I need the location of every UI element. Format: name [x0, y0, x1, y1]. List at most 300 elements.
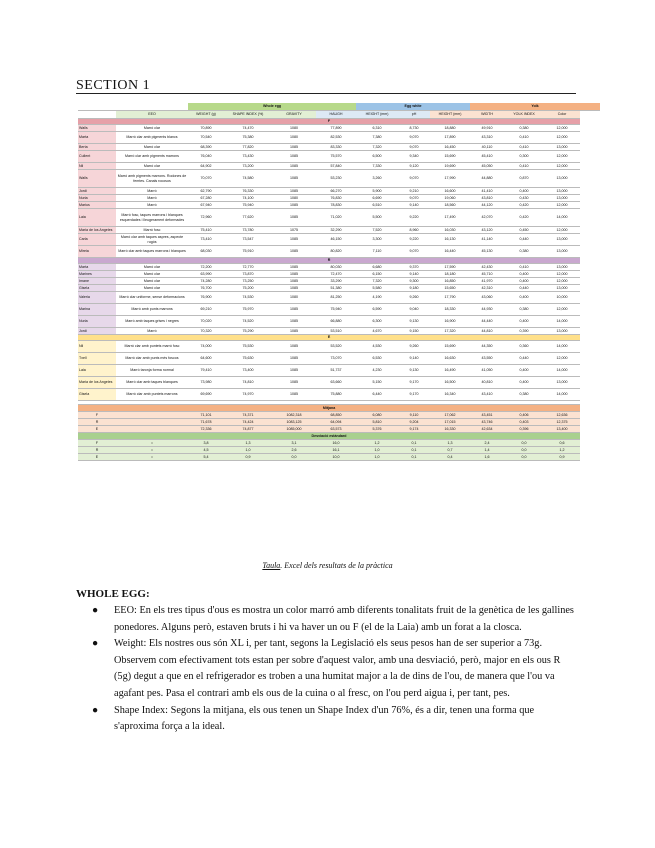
- table-cell: 0,870: [504, 170, 544, 188]
- table-cell: 1085: [272, 304, 316, 316]
- table-cell: Maria de los Angeles: [78, 377, 116, 389]
- sd-cell: 1,2: [356, 440, 398, 447]
- bullet-icon: ●: [92, 704, 99, 716]
- table-cell: 73,547: [224, 234, 272, 246]
- table-cell: 42,070: [470, 209, 504, 227]
- table-cell: 9,340: [398, 151, 430, 163]
- table-cell: Marró taronja forma normal: [116, 365, 188, 377]
- table-cell: 66,880: [316, 316, 356, 328]
- table-cell: 13,000: [544, 264, 580, 271]
- table-cell: 1085: [272, 151, 316, 163]
- mean-row: [78, 426, 600, 433]
- mean-row-blank-cell: [116, 419, 188, 426]
- table-cell: 0,410: [504, 132, 544, 144]
- column-header: HEIGHT (mm): [430, 111, 470, 119]
- table-cell: Nuria: [78, 195, 116, 202]
- mean-cell: 17,062: [430, 412, 470, 419]
- table-cell: 14,000: [544, 209, 580, 227]
- table-cell: 0,440: [504, 353, 544, 365]
- table-cell: 62,790: [188, 188, 224, 195]
- table-row: [78, 234, 600, 246]
- sd-cell: 0,1: [398, 440, 430, 447]
- table-cell: 17,790: [430, 292, 470, 304]
- table-cell: 0,380: [504, 246, 544, 258]
- table-cell: 1085: [272, 202, 316, 209]
- table-cell: 19,060: [430, 195, 470, 202]
- table-row: [78, 202, 600, 209]
- table-cell: 16,600: [430, 188, 470, 195]
- table-cell: 7,320: [356, 144, 398, 151]
- mean-row-blank-cell: [116, 412, 188, 419]
- table-cell: 9,040: [398, 304, 430, 316]
- table-cell: 72,470: [316, 271, 356, 278]
- table-cell: 1085: [272, 285, 316, 292]
- table-cell: 76,040: [188, 151, 224, 163]
- table-cell: 9,120: [398, 163, 430, 170]
- table-row: [78, 353, 600, 365]
- table-cell: 4,670: [356, 328, 398, 335]
- table-cell: 44,120: [470, 202, 504, 209]
- table-cell: 7,330: [356, 163, 398, 170]
- table-cell: Marró amb taques grises i negres: [116, 316, 188, 328]
- sd-row: [78, 447, 600, 454]
- table-row: [78, 209, 600, 227]
- table-row: [78, 328, 600, 335]
- table-cell: 41,970: [470, 278, 504, 285]
- sd-cell: 3,1: [272, 440, 316, 447]
- table-cell: 9,210: [398, 188, 430, 195]
- table-cell: Marró clar: [116, 163, 188, 170]
- table-cell: 1085: [272, 234, 316, 246]
- mean-row-blank-cell: [116, 426, 188, 433]
- table-cell: Berta: [78, 144, 116, 151]
- column-header: pH: [398, 111, 430, 119]
- table-cell: 0,410: [504, 144, 544, 151]
- table-cell: Marró clar: [116, 285, 188, 292]
- sd-cell: 0,1: [398, 454, 430, 461]
- table-cell: 9,220: [398, 209, 430, 227]
- table-cell: 0,400: [504, 188, 544, 195]
- column-header: WIDTH: [470, 111, 504, 119]
- table-cell: 75,530: [224, 341, 272, 353]
- bullet-text: EEO: En els tres tipus d'ous es mostra un color marró amb diferents tonalitats fruit de la genètica de les gallines ponedores. Alguns però, estaven bruts i hi va haver un ou F (el de la Laia) amb un forat a la closca.: [114, 605, 574, 633]
- table-cell: 1085: [272, 316, 316, 328]
- sd-cell: 1,0: [356, 447, 398, 454]
- section-label: F: [78, 119, 580, 125]
- table-cell: 12,000: [544, 304, 580, 316]
- table-cell: 73,410: [188, 234, 224, 246]
- mean-cell: 12,636: [544, 412, 580, 419]
- table-cell: 6,530: [356, 353, 398, 365]
- table-cell: 0,450: [504, 227, 544, 234]
- table-row: [78, 285, 600, 292]
- table-cell: 17,590: [430, 264, 470, 271]
- mean-cell: 43,451: [470, 412, 504, 419]
- table-cell: 76,330: [224, 188, 272, 195]
- table-cell: 0,400: [504, 271, 544, 278]
- table-cell: Txell: [78, 353, 116, 365]
- table-cell: 73,400: [224, 365, 272, 377]
- table-cell: Walls: [78, 170, 116, 188]
- table-cell: 41,050: [470, 365, 504, 377]
- mean-row: [78, 412, 600, 419]
- table-cell: 16,440: [430, 246, 470, 258]
- table-cell: Jordi: [78, 188, 116, 195]
- table-cell: 74,520: [224, 316, 272, 328]
- mean-cell: 1083,125: [272, 419, 316, 426]
- table-cell: 12,000: [544, 227, 580, 234]
- mean-cell: 9,204: [398, 419, 430, 426]
- table-cell: 0,420: [504, 209, 544, 227]
- table-cell: Laia: [78, 209, 116, 227]
- table-row: [78, 304, 600, 316]
- table-cell: 73,980: [188, 377, 224, 389]
- table-cell: 1080: [272, 195, 316, 202]
- table-cell: 44,880: [470, 170, 504, 188]
- table-cell: 0,400: [504, 377, 544, 389]
- bullet-item: [92, 636, 577, 702]
- table-cell: 19,690: [430, 163, 470, 170]
- table-cell: 73,870: [224, 271, 272, 278]
- table-cell: 6,150: [356, 271, 398, 278]
- table-cell: 9,130: [398, 365, 430, 377]
- table-cell: 1085: [272, 271, 316, 278]
- table-cell: 1075: [272, 227, 316, 234]
- table-cell: 43,120: [470, 227, 504, 234]
- table-cell: 44,440: [470, 316, 504, 328]
- table-cell: 45,410: [470, 151, 504, 163]
- table-cell: 1085: [272, 163, 316, 170]
- table-cell: 9,220: [398, 234, 430, 246]
- sd-header-row: [78, 433, 600, 440]
- sd-row-label: R: [78, 447, 116, 454]
- mean-cell: 17,015: [430, 419, 470, 426]
- mean-cell: 74,877: [224, 426, 272, 433]
- mean-row-label: F: [78, 412, 116, 419]
- table-cell: 0,400: [504, 316, 544, 328]
- column-header: SHAPE INDEX (%): [224, 111, 272, 119]
- table-cell: 4,230: [356, 365, 398, 377]
- table-cell: 71,020: [316, 209, 356, 227]
- table-cell: 70,070: [188, 170, 224, 188]
- table-cell: 74,810: [224, 377, 272, 389]
- group-header-yolk: Yolk: [470, 103, 600, 111]
- table-cell: 53,230: [316, 170, 356, 188]
- table-cell: Valeria: [78, 292, 116, 304]
- table-cell: 0,410: [504, 163, 544, 170]
- mean-cell: 42,634: [470, 426, 504, 433]
- table-cell: 6,300: [356, 316, 398, 328]
- table-cell: 13,000: [544, 377, 580, 389]
- section-label: R: [78, 258, 580, 264]
- table-cell: 6,310: [356, 125, 398, 132]
- table-cell: 9,260: [398, 341, 430, 353]
- table-cell: 12,000: [544, 151, 580, 163]
- table-cell: 53,520: [316, 341, 356, 353]
- mean-cell: 9,110: [398, 412, 430, 419]
- table-cell: Imane: [78, 278, 116, 285]
- mean-cell: 64,094: [316, 419, 356, 426]
- table-cell: Marró clar: [116, 125, 188, 132]
- mean-label: Mitjana: [78, 405, 580, 412]
- bullet-item: [92, 603, 577, 636]
- sd-cell: 2,4: [470, 440, 504, 447]
- table-cell: 0,410: [504, 264, 544, 271]
- table-caption: [0, 561, 655, 570]
- table-cell: 18,880: [430, 125, 470, 132]
- table-corner-cell: [116, 103, 188, 111]
- table-cell: 12,000: [544, 132, 580, 144]
- table-cell: 15,690: [430, 341, 470, 353]
- table-cell: 46,150: [316, 234, 356, 246]
- column-header: WEIGHT (g): [188, 111, 224, 119]
- table-cell: 13,000: [544, 234, 580, 246]
- table-cell: 3,260: [356, 170, 398, 188]
- table-cell: Marró clar: [116, 278, 188, 285]
- table-cell: 40,110: [470, 144, 504, 151]
- table-cell: 1085: [272, 389, 316, 401]
- table-cell: 70,540: [188, 132, 224, 144]
- table-cell: 73,200: [224, 163, 272, 170]
- sd-row-bullet: •: [116, 447, 188, 454]
- table-cell: 66,270: [316, 188, 356, 195]
- table-cell: 9,070: [398, 132, 430, 144]
- table-cell: 70,020: [188, 316, 224, 328]
- table-cell: 49,910: [470, 125, 504, 132]
- table-cell: Marró clar amb taques blanques: [116, 377, 188, 389]
- table-row: [78, 271, 600, 278]
- table-cell: 76,830: [316, 195, 356, 202]
- sd-cell: 10,0: [316, 454, 356, 461]
- table-cell: 5,580: [356, 285, 398, 292]
- table-cell: 9,150: [398, 328, 430, 335]
- table-cell: 44,810: [470, 328, 504, 335]
- table-cell: 80,820: [316, 246, 356, 258]
- table-cell: 57,840: [316, 163, 356, 170]
- table-cell: Cullent: [78, 151, 116, 163]
- table-cell: 16,490: [430, 365, 470, 377]
- column-header: HEIGHT (mm): [356, 111, 398, 119]
- bullet-list: [92, 603, 577, 736]
- table-cell: Nuria: [78, 316, 116, 328]
- table-row: [78, 188, 600, 195]
- sd-cell: 0,9: [544, 454, 580, 461]
- table-cell: 5,500: [356, 209, 398, 227]
- section-heading: WHOLE EGG:: [76, 588, 150, 600]
- table-cell: Nil: [78, 163, 116, 170]
- table-cell: 17,490: [430, 209, 470, 227]
- mean-cell: 74,371: [224, 412, 272, 419]
- table-cell: 40,810: [470, 377, 504, 389]
- sd-cell: 2,6: [272, 447, 316, 454]
- table-cell: 9,300: [398, 278, 430, 285]
- table-cell: 42,310: [470, 285, 504, 292]
- table-cell: Jordi: [78, 328, 116, 335]
- mean-cell: 13,400: [544, 426, 580, 433]
- table-cell: 9,130: [398, 316, 430, 328]
- table-cell: 9,140: [398, 271, 430, 278]
- mean-cell: 1085,000: [272, 426, 316, 433]
- column-header: GRAVITY: [272, 111, 316, 119]
- table-row: [78, 144, 600, 151]
- results-table: [78, 103, 600, 461]
- sd-cell: 0,1: [398, 447, 430, 454]
- table-cell: 74,100: [224, 195, 272, 202]
- sd-cell: 4,5: [188, 447, 224, 454]
- table-cell: 1085: [272, 341, 316, 353]
- table-cell: 43,810: [470, 195, 504, 202]
- table-cell: 43,310: [470, 132, 504, 144]
- table-cell: 75,940: [316, 304, 356, 316]
- table-cell: 63,990: [188, 271, 224, 278]
- table-cell: 81,250: [316, 292, 356, 304]
- table-cell: 75,880: [316, 389, 356, 401]
- sd-cell: 1,0: [356, 454, 398, 461]
- table-cell: Nil: [78, 341, 116, 353]
- table-cell: Marró fosc, taques marrons i blanques esquerdades i lleugerament deformades: [116, 209, 188, 227]
- caption-label: Taula: [262, 561, 281, 570]
- table-cell: 9,170: [398, 377, 430, 389]
- table-cell: 5,150: [356, 377, 398, 389]
- table-cell: 14,000: [544, 365, 580, 377]
- table-cell: 73,780: [224, 227, 272, 234]
- table-row: [78, 377, 600, 389]
- bullet-text: Weight: Els nostres ous són XL i, per tant, segons la Legislació els seus pesos han de ser superior a 73g. Observem com efectivament tots estan per sobre d'aquest valor, amb una desviació, però, major en els ous R (5g) degut a que en el refrigerador es troben a una humitat major a la de dins de l'ou, de manera que l'ou va agafant pes. Pasa el contrari amb els ous de la cuina o al fresc, on l'ou perd aigua i, per tant, pes.: [114, 638, 561, 699]
- mean-cell: 71,678: [188, 419, 224, 426]
- table-cell: 74,580: [224, 170, 272, 188]
- table-cell: 32,290: [316, 227, 356, 234]
- group-header-egg-white: Egg white: [356, 103, 470, 111]
- table-cell: 15,690: [430, 151, 470, 163]
- table-cell: 73,250: [224, 278, 272, 285]
- sd-cell: 0,0: [504, 454, 544, 461]
- table-cell: 16,130: [430, 234, 470, 246]
- table-cell: 64,902: [188, 163, 224, 170]
- sd-cell: 5,4: [188, 454, 224, 461]
- table-row: [78, 227, 600, 234]
- table-cell: 1085: [272, 209, 316, 227]
- caption-text: . Excel dels resultats de la pràctica: [280, 561, 393, 570]
- table-cell: 75,970: [224, 304, 272, 316]
- sd-cell: 1,2: [544, 447, 580, 454]
- mean-cell: 6,080: [356, 412, 398, 419]
- table-cell: 0,380: [504, 389, 544, 401]
- table-cell: 73,070: [316, 353, 356, 365]
- group-header-whole-egg: Whole egg: [188, 103, 356, 111]
- table-cell: 9,370: [398, 264, 430, 271]
- table-cell: 13,000: [544, 188, 580, 195]
- table-cell: 13,000: [544, 285, 580, 292]
- sd-cell: 0,0: [504, 440, 544, 447]
- table-cell: 16,850: [430, 278, 470, 285]
- table-cell: 0,300: [504, 151, 544, 163]
- table-cell: 41,410: [470, 188, 504, 195]
- sd-cell: 16,0: [316, 440, 356, 447]
- table-cell: Marró amb pigments marrons. Rodones de femtes. Canals rocosos: [116, 170, 188, 188]
- table-cell: 6,440: [356, 389, 398, 401]
- table-cell: 76,700: [188, 285, 224, 292]
- table-cell: 12,000: [544, 353, 580, 365]
- table-cell: 43,550: [470, 353, 504, 365]
- table-cell: 9,180: [398, 285, 430, 292]
- table-cell: Marines: [78, 271, 116, 278]
- table-cell: 16,900: [430, 316, 470, 328]
- table-cell: 7,380: [356, 132, 398, 144]
- table-cell: 77,820: [224, 144, 272, 151]
- table-cell: 9,260: [398, 292, 430, 304]
- bullet-icon: ●: [92, 638, 99, 650]
- table-cell: 14,000: [544, 341, 580, 353]
- table-corner-cell: [78, 111, 116, 119]
- table-cell: 1085: [272, 144, 316, 151]
- table-cell: Marró clar amb punts més foscos: [116, 353, 188, 365]
- table-cell: 7,520: [356, 227, 398, 234]
- mean-cell: 5,810: [356, 419, 398, 426]
- table-cell: Marró clar amb puntets marrons: [116, 389, 188, 401]
- table-cell: 0,420: [504, 202, 544, 209]
- column-header: Color: [544, 111, 580, 119]
- table-cell: 16,450: [430, 144, 470, 151]
- table-row: [78, 292, 600, 304]
- table-cell: 75,380: [224, 132, 272, 144]
- table-cell: 43,060: [470, 292, 504, 304]
- table-cell: Laia: [78, 365, 116, 377]
- mean-header-row: [78, 405, 600, 412]
- table-cell: 7,110: [356, 246, 398, 258]
- table-cell: 68,390: [188, 144, 224, 151]
- sd-cell: 1,3: [224, 440, 272, 447]
- bullet-icon: ●: [92, 605, 99, 616]
- table-cell: 14,000: [544, 389, 580, 401]
- table-cell: 67,280: [188, 195, 224, 202]
- table-cell: Marró clar amb puntets marró fosc: [116, 341, 188, 353]
- table-cell: Maria de los Angeles: [78, 227, 116, 234]
- table-cell: 1085: [272, 328, 316, 335]
- mean-cell: 12,375: [544, 419, 580, 426]
- table-cell: 53,510: [316, 328, 356, 335]
- table-cell: 75,290: [224, 328, 272, 335]
- column-header: HAUGH: [316, 111, 356, 119]
- table-cell: 8,960: [398, 227, 430, 234]
- table-row: [78, 151, 600, 163]
- table-cell: 63,660: [316, 377, 356, 389]
- table-cell: 16,630: [430, 353, 470, 365]
- table-cell: 6,510: [356, 202, 398, 209]
- sd-label: Desviació estàndard: [78, 433, 580, 440]
- table-cell: 6,680: [356, 264, 398, 271]
- table-cell: 74,470: [224, 125, 272, 132]
- table-cell: 70,320: [188, 328, 224, 335]
- table-cell: 45,710: [470, 271, 504, 278]
- table-cell: 9,170: [398, 389, 430, 401]
- table-cell: Gisela: [78, 285, 116, 292]
- table-cell: 69,210: [188, 304, 224, 316]
- table-cell: 74,530: [224, 292, 272, 304]
- mean-cell: 63,573: [316, 426, 356, 433]
- sd-cell: 1,0: [224, 447, 272, 454]
- table-cell: 9,070: [398, 195, 430, 202]
- table-cell: 9,070: [398, 246, 430, 258]
- table-cell: 72,960: [188, 209, 224, 227]
- table-cell: 9,070: [398, 170, 430, 188]
- table-cell: 1085: [272, 353, 316, 365]
- mean-cell: 72,336: [188, 426, 224, 433]
- column-header: YOLK INDEX: [504, 111, 544, 119]
- table-cell: Marró clar uniforme, sense deformacions: [116, 292, 188, 304]
- table-row: [78, 389, 600, 401]
- table-corner-cell: [78, 103, 116, 111]
- table-cell: 44,930: [470, 304, 504, 316]
